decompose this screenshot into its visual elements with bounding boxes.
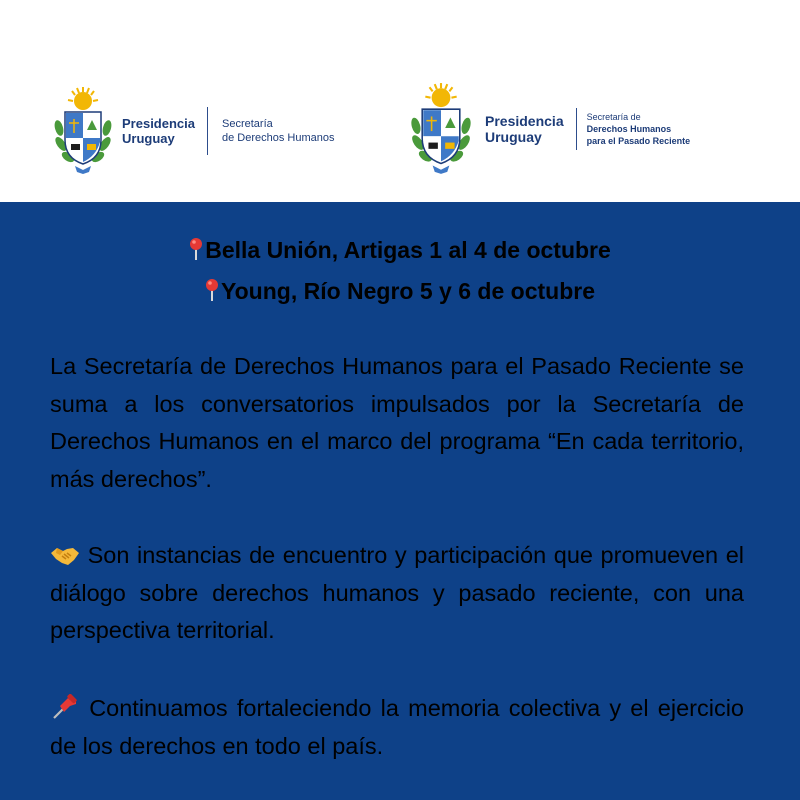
logo-presidencia-sdhpr xyxy=(405,82,690,176)
logo-presidencia-sdh xyxy=(50,86,335,176)
pushpin-icon xyxy=(50,694,80,720)
uruguay-coat-of-arms-icon xyxy=(50,86,116,176)
presidencia-uruguay-wordmark: Presidencia Uruguay xyxy=(122,116,195,146)
presidencia-uruguay-wordmark: Presidencia Uruguay xyxy=(485,113,564,145)
secretaria-pasado-reciente-wordmark: Secretaría de Derechos Humanos para el Pasado Reciente xyxy=(586,112,691,146)
location-line-bella-union: Bella Unión, Artigas 1 al 4 de octubre xyxy=(0,236,800,264)
logo-divider xyxy=(207,107,208,155)
intro-paragraph: La Secretaría de Derechos Humanos para el Pasado Reciente se suma a los conversatorios impulsados por la Secretaría de Derechos Humanos en el marco del programa “En cada territorio, más derechos”. xyxy=(50,353,744,492)
secretaria-wordmark: Secretaría de Derechos Humanos xyxy=(222,118,335,144)
location-line-young: Young, Río Negro 5 y 6 de octubre xyxy=(0,277,800,305)
round-pushpin-icon xyxy=(205,278,219,302)
round-pushpin-icon xyxy=(189,237,203,261)
closing-paragraph: Continuamos fortaleciendo la memoria colectiva y el ejercicio de los derechos en todo el país. xyxy=(50,695,744,759)
uruguay-coat-of-arms-icon xyxy=(405,82,477,176)
logo-divider xyxy=(576,108,577,150)
handshake-paragraph: Son instancias de encuentro y participación que promueven el diálogo sobre derechos humanos y pasado reciente, con una perspectiva territorial. xyxy=(50,542,744,643)
handshake-icon xyxy=(50,545,80,567)
header-logos xyxy=(0,0,800,202)
